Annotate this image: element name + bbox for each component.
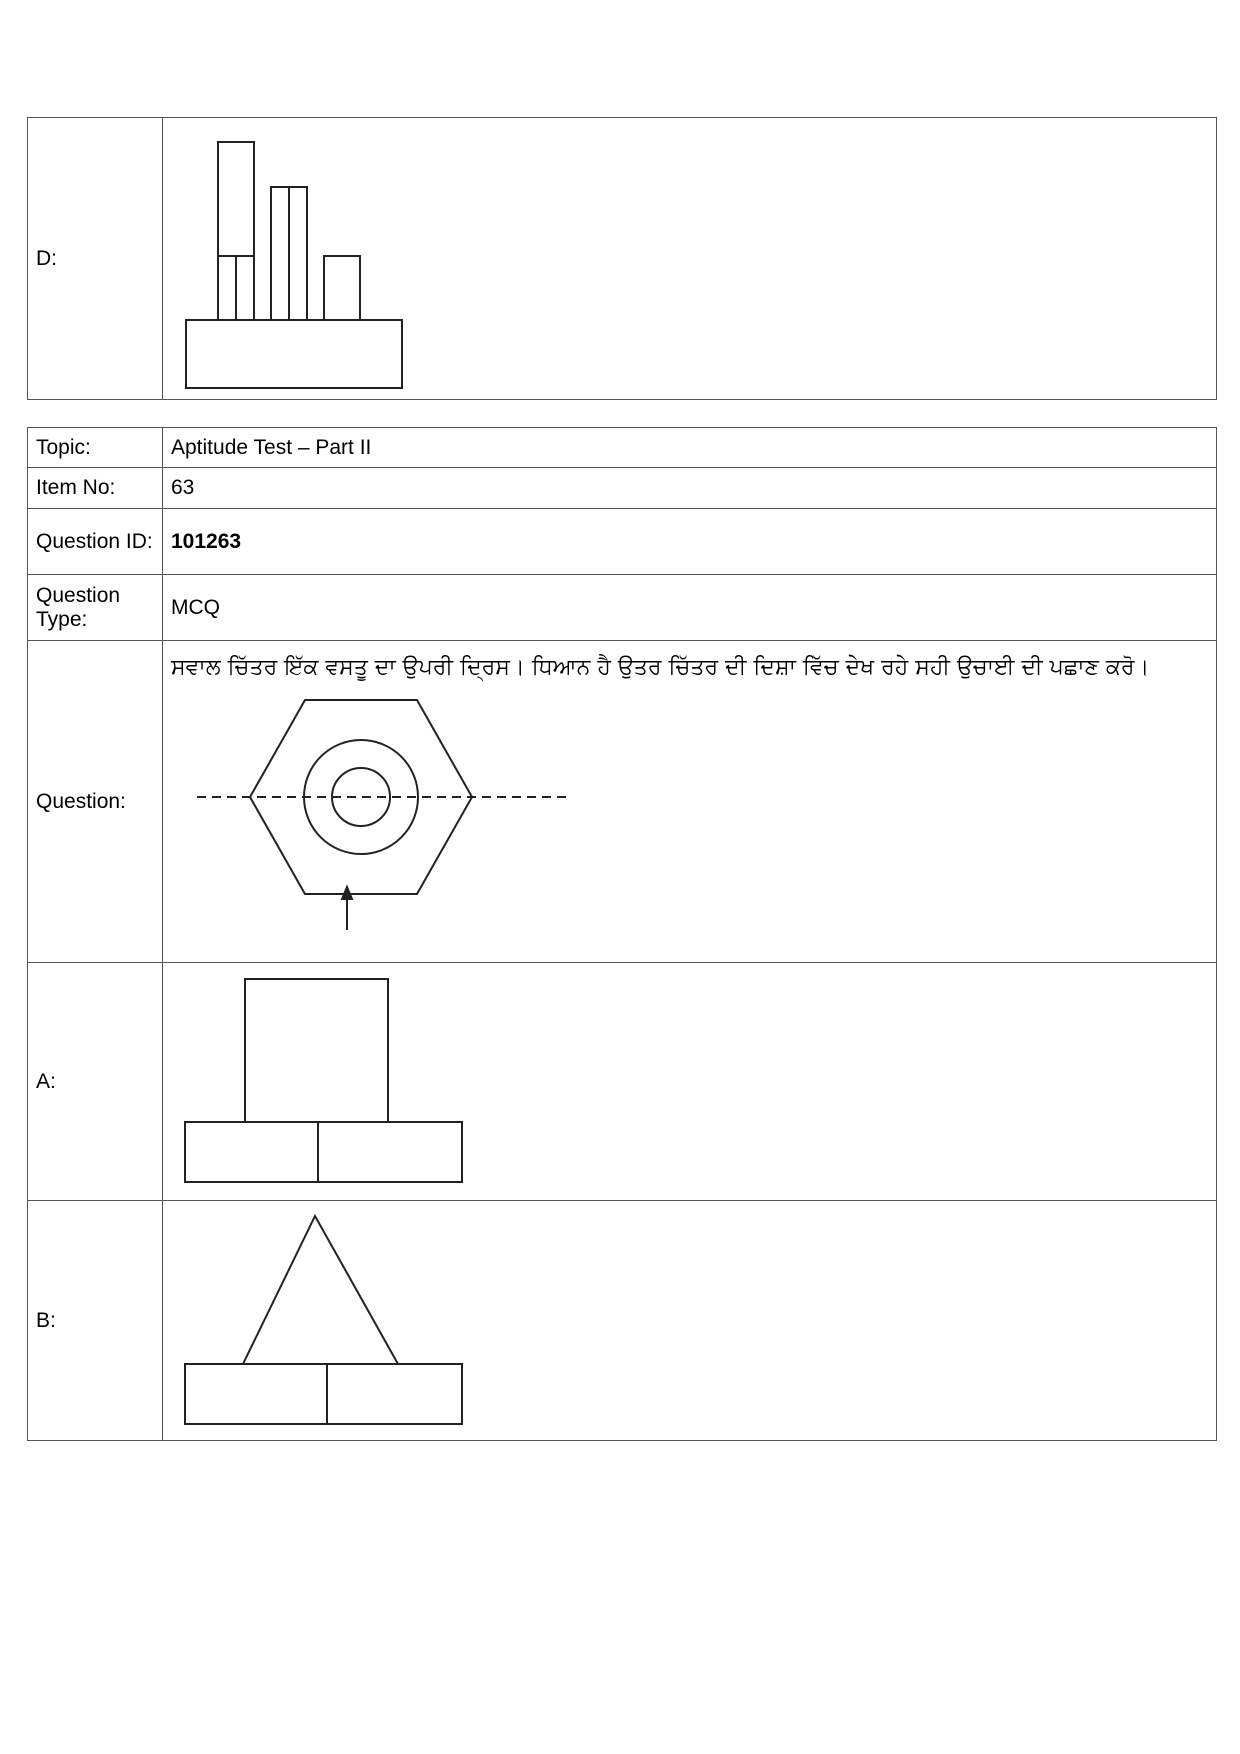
d-mid-column-right — [289, 187, 307, 320]
b-base-left — [185, 1364, 327, 1424]
option-d-label: D: — [28, 118, 163, 400]
question-cell — [163, 641, 1217, 963]
topic-label: Topic: — [28, 428, 163, 468]
option-b-figure — [171, 1206, 471, 1436]
option-d-figure — [171, 124, 411, 394]
d-tall-column-lower-left — [218, 256, 236, 320]
d-tall-column-lower-right — [236, 256, 254, 320]
item-row — [28, 468, 1217, 509]
option-a-row — [28, 963, 1217, 1201]
question-type-row — [28, 575, 1217, 641]
question-figure — [171, 680, 591, 935]
topic-value: Aptitude Test – Part II — [163, 428, 1217, 468]
option-d-figure-cell — [163, 118, 1217, 400]
option-b-label: B: — [28, 1201, 163, 1441]
view-direction-arrow-head — [342, 887, 352, 899]
a-upper-block — [245, 979, 388, 1122]
question-type-label: Question Type: — [28, 575, 163, 641]
b-base-right — [327, 1364, 462, 1424]
question-id-value: 101263 — [163, 509, 1217, 575]
d-base-block — [186, 320, 402, 388]
option-a-figure — [171, 967, 471, 1197]
d-tall-column-upper — [218, 142, 254, 256]
question-table — [27, 427, 1217, 1441]
question-text: ਸਵਾਲ ਚਿੱਤਰ ਇੱਕ ਵਸਤੂ ਦਾ ਉਪਰੀ ਦ੍ਰਿਸ। ਧਿਆਨ ਹੈ ਉਤਰ ਚਿੱਤਰ ਦੀ ਦਿਸ਼ਾ ਵਿੱਚ ਦੇਖ ਰਹੇ ਸਹੀ ਉਚਾਈ ਦੀ ਪਛਾਣ ਕਰੋ। — [171, 655, 1150, 680]
previous-option-table — [27, 117, 1217, 400]
option-b-cell — [163, 1201, 1217, 1441]
question-type-value: MCQ — [163, 575, 1217, 641]
question-id-label: Question ID: — [28, 509, 163, 575]
question-row — [28, 641, 1217, 963]
d-mid-column-left — [271, 187, 289, 320]
question-id-row — [28, 509, 1217, 575]
option-b-row — [28, 1201, 1217, 1441]
b-triangle — [243, 1216, 398, 1364]
option-a-cell — [163, 963, 1217, 1201]
topic-row — [28, 428, 1217, 468]
a-base-left — [185, 1122, 318, 1182]
item-label: Item No: — [28, 468, 163, 509]
a-base-right — [318, 1122, 462, 1182]
item-value: 63 — [163, 468, 1217, 509]
option-a-label: A: — [28, 963, 163, 1201]
d-short-column — [324, 256, 360, 320]
question-label: Question: — [28, 641, 163, 963]
